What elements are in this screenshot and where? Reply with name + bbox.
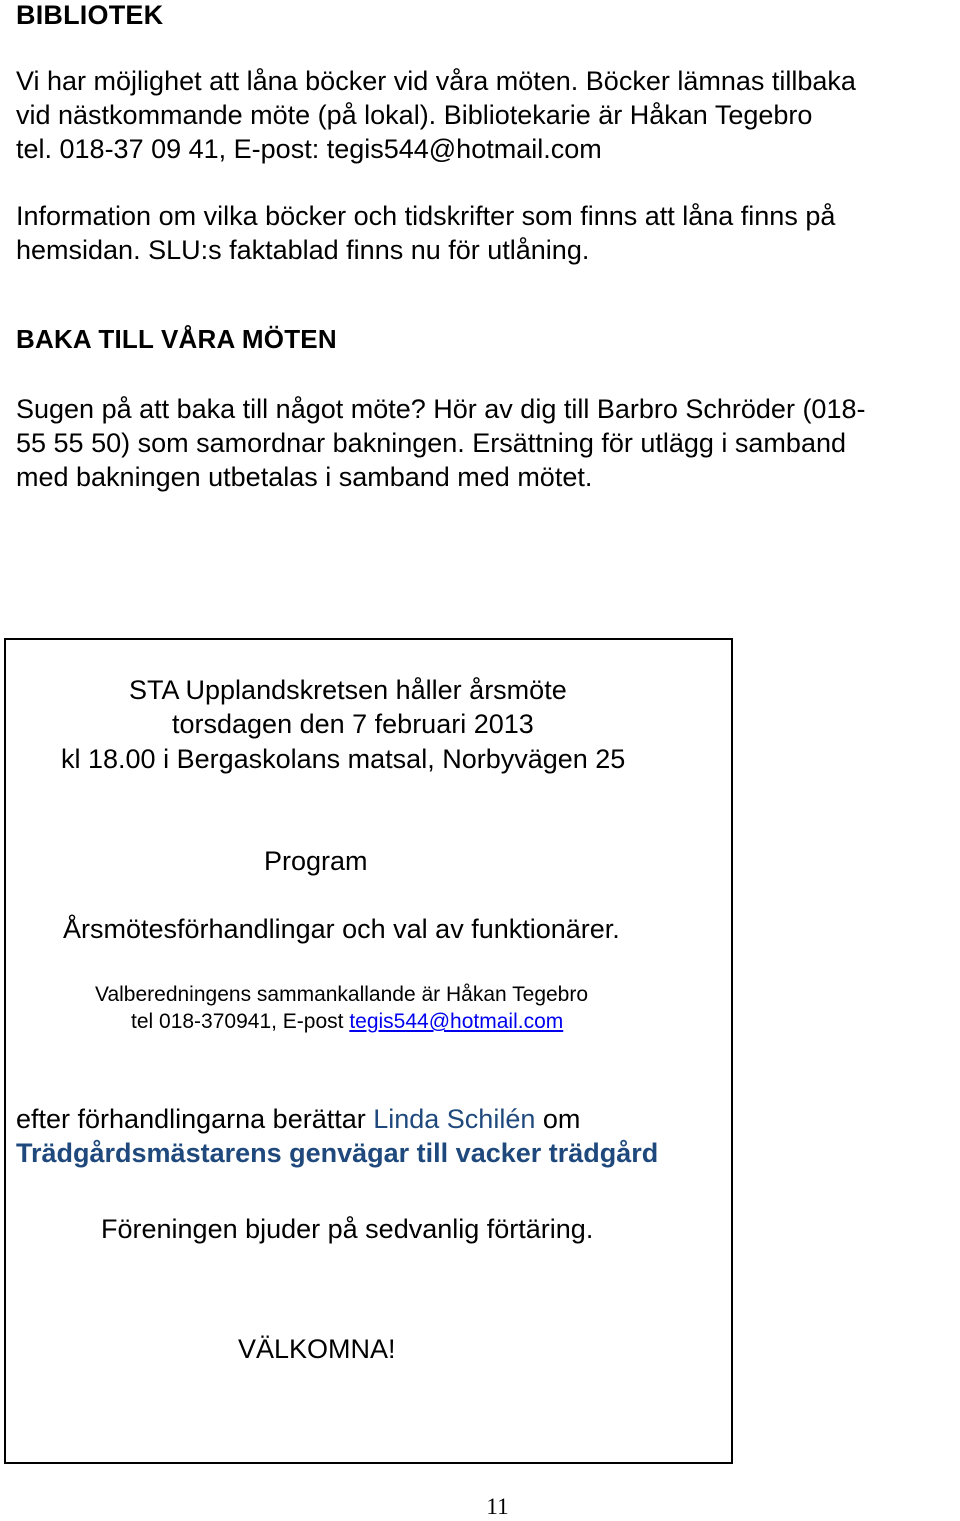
talk-title: Trädgårdsmästarens genvägar till vacker trädgård — [16, 1138, 659, 1168]
library-info-line: tel. 018-37 09 41, E-post: tegis544@hotmail.com — [16, 134, 602, 164]
program-label: Program — [264, 846, 368, 876]
library-info-line: Vi har möjlighet att låna böcker vid våra möten. Böcker lämnas tillbaka — [16, 66, 856, 96]
baking-line: med bakningen utbetalas i samband med mötet. — [16, 462, 593, 492]
library-website-paragraph — [16, 199, 951, 267]
library-info-paragraph — [16, 64, 951, 166]
library-website-line: hemsidan. SLU:s faktablad finns nu för utlåning. — [16, 235, 590, 265]
welcome-line: VÄLKOMNA! — [238, 1334, 396, 1364]
meeting-title-line: STA Upplandskretsen håller årsmöte — [129, 675, 567, 705]
talk-intro-line — [16, 1104, 580, 1135]
talk-intro-text: efter förhandlingarna berättar — [16, 1104, 374, 1134]
nomination-contact-text: tel 018-370941, E-post — [131, 1010, 350, 1033]
meeting-date-line: torsdagen den 7 februari 2013 — [172, 709, 534, 739]
talk-intro-suffix: om — [535, 1104, 581, 1134]
refreshments-line: Föreningen bjuder på sedvanlig förtäring. — [101, 1214, 594, 1244]
library-info-line: vid nästkommande möte (på lokal). Bibliotekarie är Håkan Tegebro — [16, 100, 813, 130]
nomination-contact-line — [131, 1010, 563, 1034]
baking-paragraph — [16, 392, 951, 494]
baking-line: Sugen på att baka till något möte? Hör av dig till Barbro Schröder (018- — [16, 394, 866, 424]
page-number: 11 — [486, 1494, 509, 1519]
nomination-line: Valberedningens sammankallande är Håkan Tegebro — [95, 983, 589, 1006]
baking-line: 55 55 50) som samordnar bakningen. Ersättning för utlägg i samband — [16, 428, 846, 458]
speaker-name: Linda Schilén — [373, 1104, 536, 1134]
library-website-line: Information om vilka böcker och tidskrifter som finns att låna finns på — [16, 201, 836, 231]
library-heading: BIBLIOTEK — [16, 0, 164, 30]
baking-heading: BAKA TILL VÅRA MÖTEN — [16, 324, 337, 354]
meeting-location-line: kl 18.00 i Bergaskolans matsal, Norbyvägen 25 — [61, 744, 626, 774]
program-item: Årsmötesförhandlingar och val av funktionärer. — [63, 914, 620, 944]
annual-meeting-box — [4, 638, 733, 1464]
nomination-email-link[interactable]: tegis544@hotmail.com — [349, 1010, 564, 1033]
